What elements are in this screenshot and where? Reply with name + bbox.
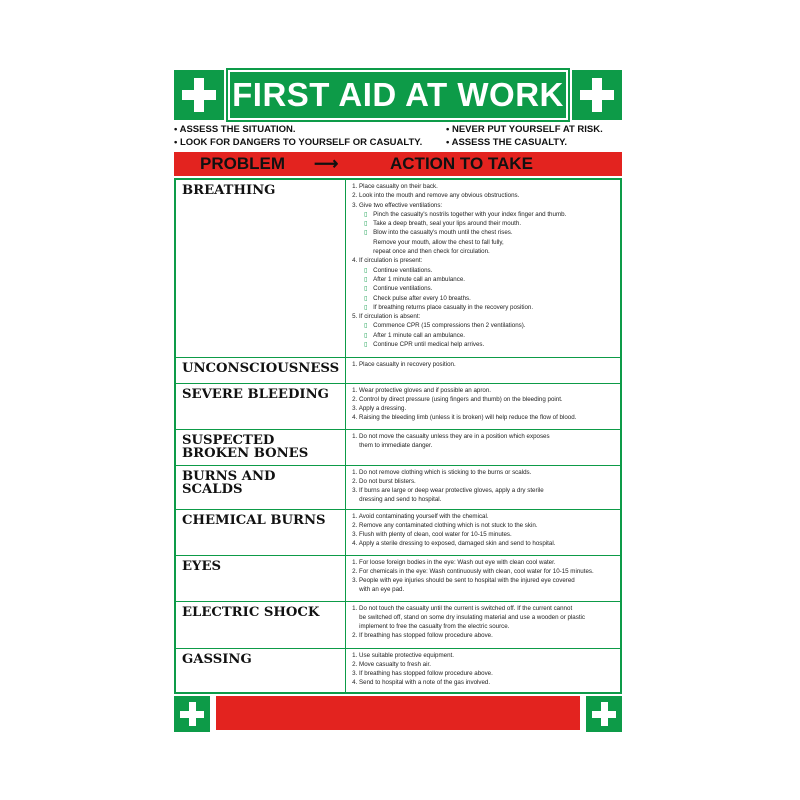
bullet-icon: ▯ bbox=[364, 341, 368, 349]
action-text: 2. Look into the mouth and remove any obvious obstructions. bbox=[352, 192, 520, 200]
arrow-right-icon: ⟶ bbox=[314, 154, 339, 173]
bullet-item: • ASSESS THE CASUALTY. bbox=[446, 137, 568, 148]
action-line bbox=[352, 312, 616, 321]
action-text: repeat once and then check for circulation. bbox=[373, 248, 490, 256]
first-aid-cross-icon bbox=[174, 696, 210, 732]
action-line bbox=[352, 247, 616, 256]
action-line bbox=[352, 631, 616, 640]
action-cell bbox=[346, 179, 621, 357]
action-line bbox=[352, 576, 616, 585]
action-text: 3. People with eye injuries should be sent to hospital with the injured eye covered bbox=[352, 577, 575, 585]
action-text: Continue ventilations. bbox=[373, 285, 433, 293]
action-line bbox=[352, 567, 616, 576]
action-text: If breathing returns place casualty in the recovery position. bbox=[373, 303, 534, 311]
action-text: Blow into the casualty's mouth until the chest rises. bbox=[373, 229, 513, 237]
action-text: 1. Do not touch the casualty until the current is switched off. If the current cannot bbox=[352, 604, 573, 612]
action-line bbox=[352, 228, 616, 237]
problem-cell: GASSING bbox=[175, 648, 346, 693]
action-cell bbox=[346, 357, 621, 383]
action-text: 1. Use suitable protective equipment. bbox=[352, 651, 454, 659]
bullet-icon: ▯ bbox=[364, 322, 368, 330]
table-row bbox=[175, 509, 621, 555]
action-line bbox=[352, 495, 616, 504]
action-text: 3. Give two effective ventilations: bbox=[352, 201, 443, 209]
action-line bbox=[352, 651, 616, 660]
action-cell bbox=[346, 648, 621, 693]
action-line bbox=[352, 477, 616, 486]
action-line bbox=[352, 521, 616, 530]
bullet-item: • ASSESS THE SITUATION. bbox=[174, 124, 296, 135]
action-line bbox=[352, 238, 616, 247]
bullet-icon: ▯ bbox=[364, 331, 368, 339]
action-line bbox=[352, 386, 616, 395]
first-aid-poster bbox=[174, 70, 622, 732]
bullet-icon: ▯ bbox=[364, 303, 368, 311]
action-line bbox=[352, 604, 616, 613]
action-text: 1. Place casualty on their back. bbox=[352, 183, 438, 190]
action-line bbox=[352, 294, 616, 303]
action-text: 2. Remove any contaminated clothing which is not stuck to the skin. bbox=[352, 521, 538, 529]
action-text: After 1 minute call an ambulance. bbox=[373, 331, 465, 339]
action-text: 2. Move casualty to fresh air. bbox=[352, 660, 431, 668]
action-text: 4. If circulation is present: bbox=[352, 257, 423, 265]
table-row bbox=[175, 429, 621, 465]
action-text: with an eye pad. bbox=[359, 586, 405, 594]
bullet-icon: ▯ bbox=[364, 285, 368, 293]
action-text: After 1 minute call an ambulance. bbox=[373, 275, 465, 283]
problem-action-header bbox=[174, 152, 622, 176]
action-text: Take a deep breath, seal your lips around their mouth. bbox=[373, 220, 522, 228]
action-line bbox=[352, 256, 616, 265]
problem-cell: UNCONSCIOUSNESS bbox=[175, 357, 346, 383]
action-text: 5. If circulation is absent: bbox=[352, 313, 421, 321]
action-line bbox=[352, 303, 616, 312]
table-row bbox=[175, 601, 621, 648]
action-line bbox=[352, 539, 616, 548]
action-line bbox=[352, 512, 616, 521]
action-text: 2. Control by direct pressure (using fingers and thumb) on the bleeding point. bbox=[352, 395, 563, 403]
action-line bbox=[352, 622, 616, 631]
action-text: 1. Wear protective gloves and if possible an apron. bbox=[352, 386, 491, 394]
action-cell bbox=[346, 509, 621, 555]
action-text: 2. For chemicals in the eye: Wash continuously with clean, cool water for 10-15 minutes. bbox=[352, 567, 594, 575]
first-aid-cross-icon bbox=[174, 70, 224, 120]
action-text: 2. If breathing has stopped follow procedure above. bbox=[352, 632, 493, 640]
action-line bbox=[352, 266, 616, 275]
action-line bbox=[352, 331, 616, 340]
action-line bbox=[352, 660, 616, 669]
bullet-item: • LOOK FOR DANGERS TO YOURSELF OR CASUALTY. bbox=[174, 137, 423, 148]
action-line bbox=[352, 395, 616, 404]
action-line bbox=[352, 219, 616, 228]
action-cell bbox=[346, 465, 621, 509]
action-text: 3. Flush with plenty of clean, cool water for 10-15 minutes. bbox=[352, 531, 512, 539]
action-line bbox=[352, 210, 616, 219]
action-text: Pinch the casualty's nostrils together with your index finger and thumb. bbox=[373, 210, 567, 218]
action-line bbox=[352, 441, 616, 450]
action-cell bbox=[346, 383, 621, 429]
bullet-icon: ▯ bbox=[364, 210, 368, 218]
safety-bullets bbox=[174, 123, 622, 151]
table-row bbox=[175, 357, 621, 383]
action-line bbox=[352, 360, 616, 369]
problem-cell: BURNS AND SCALDS bbox=[175, 465, 346, 509]
action-text: Commence CPR (15 compressions then 2 ventilations). bbox=[373, 322, 526, 330]
action-text: Continue ventilations. bbox=[373, 266, 433, 274]
problem-heading: PROBLEM bbox=[200, 154, 285, 173]
action-line bbox=[352, 530, 616, 539]
action-text: 4. Apply a sterile dressing to exposed, damaged skin and send to hospital. bbox=[352, 540, 556, 548]
action-heading: ACTION TO TAKE bbox=[390, 154, 533, 173]
action-line bbox=[352, 468, 616, 477]
problem-cell: CHEMICAL BURNS bbox=[175, 509, 346, 555]
action-line bbox=[352, 275, 616, 284]
action-text: 3. Apply a dressing. bbox=[352, 405, 407, 413]
action-text: Check pulse after every 10 breaths. bbox=[373, 294, 471, 302]
table-row bbox=[175, 555, 621, 601]
problem-cell: BREATHING bbox=[175, 179, 346, 357]
first-aid-cross-icon bbox=[572, 70, 622, 120]
bullet-icon: ▯ bbox=[364, 294, 368, 302]
action-text: 1. For loose foreign bodies in the eye: Wash out eye with clean cool water. bbox=[352, 558, 556, 566]
action-line bbox=[352, 613, 616, 622]
table-row bbox=[175, 383, 621, 429]
action-text: 1. Avoid contaminating yourself with the chemical. bbox=[352, 512, 489, 520]
problem-cell: SEVERE BLEEDING bbox=[175, 383, 346, 429]
action-line bbox=[352, 404, 616, 413]
action-cell bbox=[346, 555, 621, 601]
action-line bbox=[352, 413, 616, 422]
action-text: 1. Do not remove clothing which is sticking to the burns or scalds. bbox=[352, 468, 532, 476]
action-text: Continue CPR until medical help arrives. bbox=[373, 341, 485, 349]
action-text: 1. Do not move the casualty unless they are in a position which exposes bbox=[352, 432, 550, 440]
action-text: be switched off, stand on some dry insulating material and use a wooden or plastic bbox=[359, 613, 586, 621]
action-text: 1. Place casualty in recovery position. bbox=[352, 360, 456, 368]
action-line bbox=[352, 432, 616, 441]
action-text: 3. If breathing has stopped follow procedure above. bbox=[352, 670, 493, 678]
bullet-icon: ▯ bbox=[364, 220, 368, 228]
action-line bbox=[352, 669, 616, 678]
action-text: 4. Raising the bleeding limb (unless it is broken) will help reduce the flow of blood. bbox=[352, 414, 577, 422]
bullet-icon: ▯ bbox=[364, 229, 368, 237]
action-line bbox=[352, 486, 616, 495]
action-text: them to immediate danger. bbox=[359, 441, 433, 449]
action-line bbox=[352, 585, 616, 594]
action-cell bbox=[346, 601, 621, 648]
action-text: Remove your mouth, allow the chest to fall fully, bbox=[373, 238, 504, 246]
action-line bbox=[352, 321, 616, 330]
table-row bbox=[175, 648, 621, 693]
action-line bbox=[352, 201, 616, 210]
action-text: 3. If burns are large or deep wear protective gloves, apply a dry sterile bbox=[352, 487, 544, 495]
action-line bbox=[352, 340, 616, 349]
action-line bbox=[352, 678, 616, 687]
action-line bbox=[352, 284, 616, 293]
bullet-icon: ▯ bbox=[364, 266, 368, 274]
action-line bbox=[352, 182, 616, 191]
action-text: 4. Send to hospital with a note of the gas involved. bbox=[352, 679, 491, 687]
footer-bar bbox=[216, 696, 580, 730]
bullet-icon: ▯ bbox=[364, 275, 368, 283]
poster-title: FIRST AID AT WORK bbox=[228, 70, 568, 120]
first-aid-cross-icon bbox=[586, 696, 622, 732]
action-text: 2. Do not burst blisters. bbox=[352, 477, 416, 485]
first-aid-table bbox=[174, 178, 622, 694]
problem-cell: EYES bbox=[175, 555, 346, 601]
bullet-item: • NEVER PUT YOURSELF AT RISK. bbox=[446, 124, 603, 135]
table-row bbox=[175, 179, 621, 357]
problem-cell: SUSPECTED BROKEN BONES bbox=[175, 429, 346, 465]
action-line bbox=[352, 558, 616, 567]
action-line bbox=[352, 191, 616, 200]
action-text: dressing and send to hospital. bbox=[359, 496, 442, 504]
action-cell bbox=[346, 429, 621, 465]
action-text: implement to free the casualty from the electric source. bbox=[359, 623, 510, 631]
table-row bbox=[175, 465, 621, 509]
problem-cell: ELECTRIC SHOCK bbox=[175, 601, 346, 648]
